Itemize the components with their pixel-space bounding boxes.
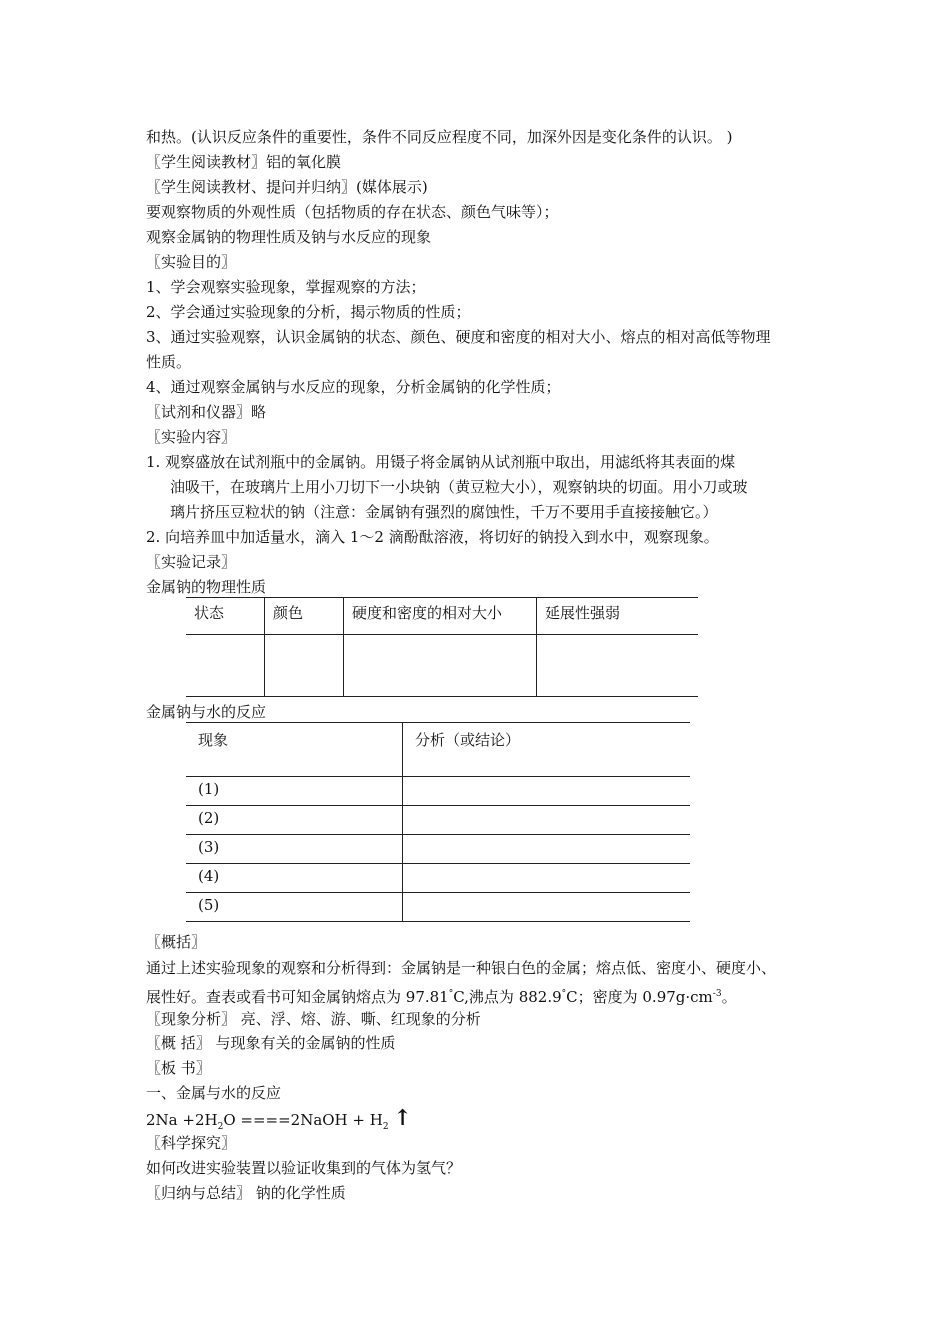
table-cell xyxy=(403,806,691,835)
table-header: 颜色 xyxy=(265,598,344,635)
table-cell xyxy=(537,635,699,697)
text-line: 通过上述实验现象的观察和分析得到：金属钠是一种银白色的金属；熔点低、密度小、硬度小、 xyxy=(146,959,777,977)
table-cell xyxy=(403,777,691,806)
text-line: 〖归纳与总结〗 钠的化学性质 xyxy=(146,1184,346,1202)
table-header: 延展性强弱 xyxy=(537,598,699,635)
up-arrow-icon: ↑ xyxy=(393,1105,412,1131)
text-line: 〖实验记录〗 xyxy=(146,553,237,571)
table-header: 分析（或结论） xyxy=(403,723,691,777)
text-line: 〖概 括〗 与现象有关的金属钠的性质 xyxy=(146,1034,396,1052)
table-title: 金属钠与水的反应 xyxy=(146,703,267,721)
table-row-label: (3) xyxy=(186,835,403,864)
text-line: 1、学会观察实验现象，掌握观察的方法； xyxy=(146,278,426,296)
text-line: 一、金属与水的反应 xyxy=(146,1084,282,1102)
table-row-label: (5) xyxy=(186,893,403,922)
table-row-label: (1) xyxy=(186,777,403,806)
text-line: 展性好。查表或看书可知金属钠熔点为 97.81°C,沸点为 882.9°C；密度为 $0.97g\cdot cm^{-3}$。 xyxy=(146,988,737,1006)
physical-properties-table xyxy=(186,597,698,697)
table-header: 硬度和密度的相对大小 xyxy=(344,598,537,635)
text-line: 〖板 书〗 xyxy=(146,1059,211,1077)
text-line: 〖实验内容〗 xyxy=(146,428,237,446)
text-line: 〖实验目的〗 xyxy=(146,253,237,271)
text-line: 金属钠的物理性质 xyxy=(146,578,267,596)
text-line: 如何改进实验装置以验证收集到的气体为氢气？ xyxy=(146,1159,462,1177)
table-header: 现象 xyxy=(186,723,403,777)
table-cell xyxy=(265,635,344,697)
text-line: 〖学生阅读教材〗铝的氧化膜 xyxy=(146,153,342,171)
table-row-label: (2) xyxy=(186,806,403,835)
text-line: 4、通过观察金属钠与水反应的现象，分析金属钠的化学性质； xyxy=(146,378,561,396)
text-line: 要观察物质的外观性质（包括物质的存在状态、颜色气味等）； xyxy=(146,203,559,221)
table-header: 状态 xyxy=(186,598,265,635)
table-cell xyxy=(344,635,537,697)
text-line: 〖科学探究〗 xyxy=(146,1134,237,1152)
text-line: 3、通过实验观察，认识金属钠的状态、颜色、硬度和密度的相对大小、熔点的相对高低等物理 xyxy=(146,328,771,346)
table-cell xyxy=(403,893,691,922)
table-cell xyxy=(403,864,691,893)
text-line: 璃片挤压豆粒状的钠（注意：金属钠有强烈的腐蚀性，千万不要用手直接接触它。） xyxy=(170,503,718,521)
text-line: 〖试剂和仪器〗略 xyxy=(146,403,267,421)
text-line: 和热。(认识反应条件的重要性，条件不同反应程度不同，加深外因是变化条件的认识。 ) xyxy=(146,128,733,146)
table-row-label: (4) xyxy=(186,864,403,893)
table-cell xyxy=(403,835,691,864)
text-line: 〖学生阅读教材、提问并归纳〗(媒体展示) xyxy=(146,178,428,196)
reaction-table xyxy=(186,722,690,922)
text-line: 1. 观察盛放在试剂瓶中的金属钠。用镊子将金属钠从试剂瓶中取出，用滤纸将其表面的煤 xyxy=(146,453,736,471)
chemical-equation: $2Na +2H_2O$ ====2NaOH + $H_2$ ↑ xyxy=(146,1105,412,1132)
text-line: 2. 向培养皿中加适量水，滴入 1～2 滴酚酞溶液，将切好的钠投入到水中，观察现象。 xyxy=(146,528,719,546)
text-line: 性质。 xyxy=(146,353,192,371)
text-line: 〖概括〗 xyxy=(146,933,207,951)
table-cell xyxy=(186,635,265,697)
text-line: 观察金属钠的物理性质及钠与水反应的现象 xyxy=(146,228,432,246)
text-line: 油吸干，在玻璃片上用小刀切下一小块钠（黄豆粒大小），观察钠块的切面。用小刀或玻 xyxy=(170,478,748,496)
text-line: 2、学会通过实验现象的分析，揭示物质的性质； xyxy=(146,303,471,321)
text-line: 〖现象分析〗 亮、浮、熔、游、嘶、红现象的分析 xyxy=(146,1010,481,1028)
